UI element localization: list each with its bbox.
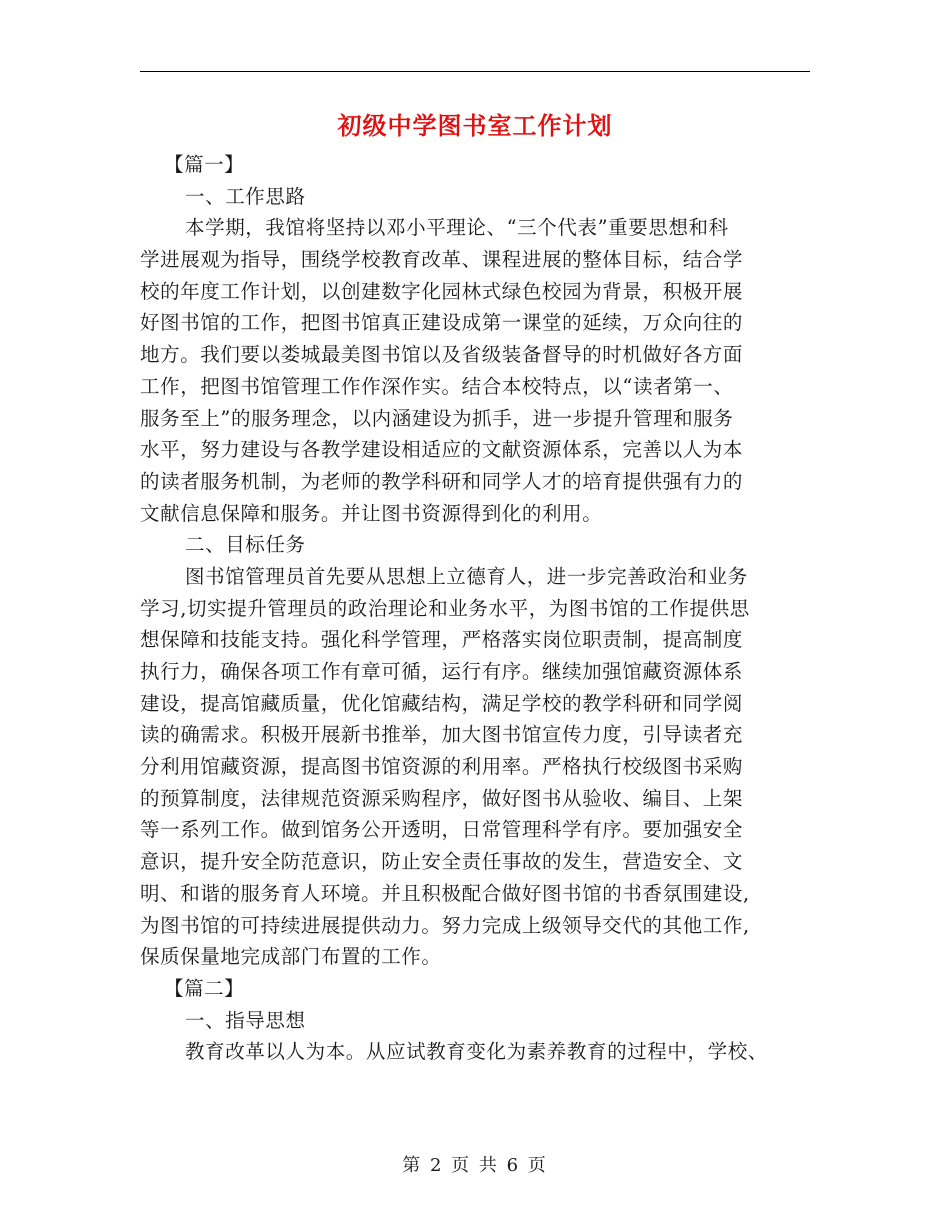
section-heading: 【篇二】 <box>164 976 245 1000</box>
body-line: 等一系列工作。做到馆务公开透明，日常管理科学有序。要加强安全 <box>140 818 744 842</box>
body-line: 建设，提高馆藏质量，优化馆藏结构，满足学校的教学科研和同学阅 <box>140 691 744 715</box>
body-line: 读的确需求。积极开展新书推举，加大图书馆宣传力度，引导读者充 <box>140 723 744 747</box>
body-line: 明、和谐的服务育人环境。并且积极配合做好图书馆的书香氛围建设, <box>140 881 750 905</box>
body-line: 地方。我们要以娄城最美图书馆以及省级装备督导的时机做好各方面 <box>140 343 744 367</box>
body-line: 一、工作思路 <box>185 184 306 208</box>
document-body <box>140 149 800 1068</box>
body-line: 图书馆管理员首先要从思想上立德育人，进一步完善政治和业务 <box>185 564 748 588</box>
section-heading: 【篇一】 <box>164 153 245 176</box>
body-line: 校的年度工作计划，以创建数字化园林式绿色校园为背景，积极开展 <box>140 279 744 303</box>
body-line: 二、目标任务 <box>185 533 306 557</box>
body-line: 工作，把图书馆管理工作作深作实。结合本校特点，以“读者第一、 <box>140 374 734 398</box>
body-line: 本学期，我馆将坚持以邓小平理论、“三个代表”重要思想和科 <box>185 216 729 240</box>
body-line: 服务至上”的服务理念，以内涵建设为抓手，进一步提升管理和服务 <box>140 406 734 430</box>
body-line: 教育改革以人为本。从应试教育变化为素养教育的过程中，学校、 <box>185 1040 768 1064</box>
body-line: 想保障和技能支持。强化科学管理，严格落实岗位职责制，提高制度 <box>140 628 744 652</box>
body-line: 执行力，确保各项工作有章可循，运行有序。继续加强馆藏资源体系 <box>140 660 744 683</box>
body-line: 的读者服务机制，为老师的教学科研和同学人才的培育提供强有力的 <box>140 469 744 493</box>
body-line: 保质保量地完成部门布置的工作。 <box>140 945 442 969</box>
header-rule <box>140 71 810 72</box>
body-line: 的预算制度，法律规范资源采购程序，做好图书从验收、编目、上架 <box>140 786 744 810</box>
body-line: 一、指导思想 <box>185 1008 306 1032</box>
page-number-footer: 第 2 页 共 6 页 <box>402 1155 548 1176</box>
body-line: 文献信息保障和服务。并让图书资源得到化的利用。 <box>140 501 603 525</box>
body-line: 水平，努力建设与各教学建设相适应的文献资源体系，完善以人为本 <box>140 438 744 462</box>
body-line: 学进展观为指导，围绕学校教育改革、课程进展的整体目标，结合学 <box>140 248 744 272</box>
body-line: 好图书馆的工作，把图书馆真正建设成第一课堂的延续，万众向往的 <box>140 311 744 335</box>
body-line: 意识，提升安全防范意识，防止安全责任事故的发生，营造安全、文 <box>140 850 744 874</box>
body-line: 为图书馆的可持续进展提供动力。努力完成上级领导交代的其他工作, <box>140 913 750 937</box>
body-line: 分利用馆藏资源，提高图书馆资源的利用率。严格执行校级图书采购 <box>140 755 744 779</box>
body-line: 学习,切实提升管理员的政治理论和业务水平，为图书馆的工作提供思 <box>140 596 750 620</box>
document-title: 初级中学图书室工作计划 <box>337 111 613 140</box>
